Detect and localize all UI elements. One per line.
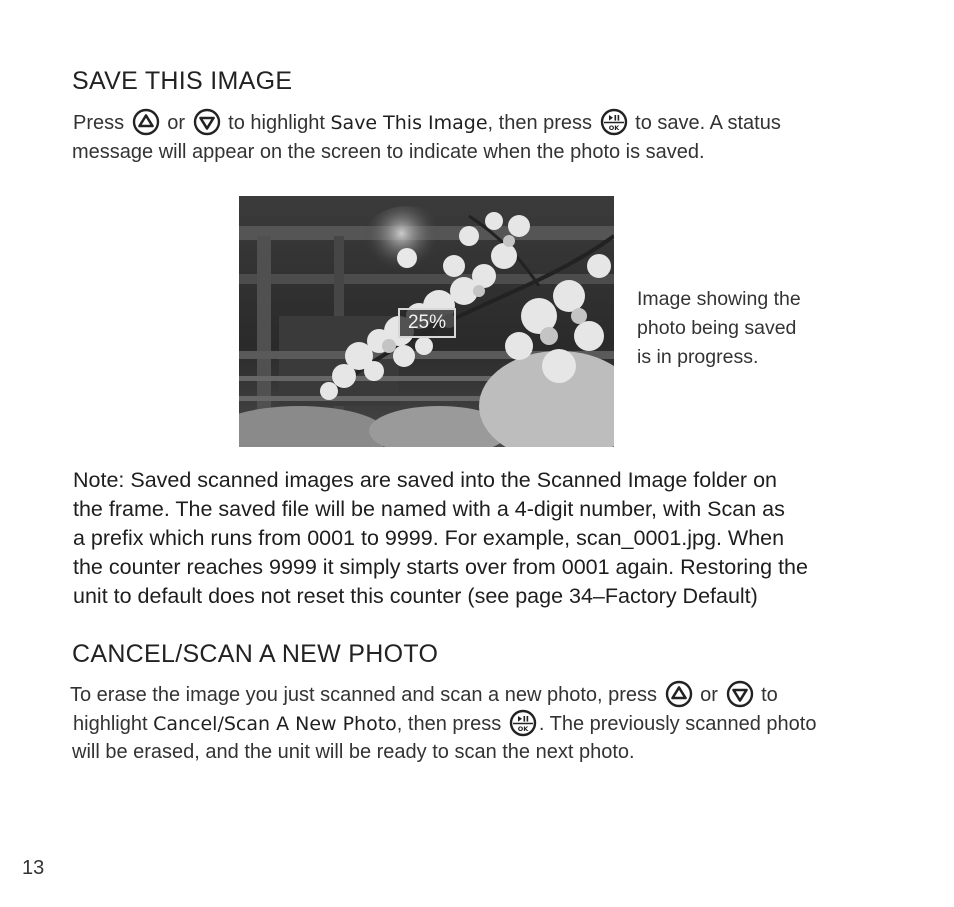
save-instructions-line1 bbox=[73, 108, 781, 138]
up-arrow-button-icon bbox=[132, 108, 160, 136]
note-line: the frame. The saved file will be named with a 4-digit number, with Scan as bbox=[73, 497, 785, 521]
cancel-instructions-line2 bbox=[73, 709, 816, 739]
menu-term-save-this-image: Save This Image bbox=[330, 112, 488, 134]
caption-line: photo being saved bbox=[637, 317, 797, 339]
text-to-highlight: to highlight bbox=[228, 112, 325, 134]
caption-line: is in progress. bbox=[637, 346, 759, 368]
save-instructions-line2: message will appear on the screen to indicate when the photo is saved. bbox=[72, 141, 705, 163]
text-to-save: to save. A status bbox=[635, 112, 781, 134]
caption-line: Image showing the bbox=[637, 288, 801, 310]
text-press: Press bbox=[73, 112, 125, 134]
text-previously-scanned: . The previously scanned photo bbox=[538, 713, 817, 735]
down-arrow-button-icon bbox=[193, 108, 221, 136]
note-line: a prefix which runs from 0001 to 9999. For example, scan_0001.jpg. When bbox=[73, 526, 785, 550]
text-then-press: , then press bbox=[396, 713, 502, 735]
section-heading-cancel-scan: CANCEL/SCAN A NEW PHOTO bbox=[72, 640, 439, 668]
down-arrow-button-icon bbox=[726, 680, 754, 708]
text-or: or bbox=[700, 684, 718, 706]
play-pause-ok-button-icon bbox=[600, 108, 628, 136]
note-line: the counter reaches 9999 it simply starts over from 0001 again. Restoring the bbox=[73, 555, 808, 579]
svg-text:OK: OK bbox=[517, 725, 529, 733]
text-erase-intro: To erase the image you just scanned and scan a new photo, press bbox=[70, 684, 658, 706]
text-to: to bbox=[761, 684, 778, 706]
text-highlight: highlight bbox=[73, 713, 148, 735]
up-arrow-button-icon bbox=[665, 680, 693, 708]
text-then-press: , then press bbox=[487, 112, 593, 134]
play-pause-ok-button-icon bbox=[509, 709, 537, 737]
save-progress-indicator: 25% bbox=[398, 308, 456, 338]
note-paragraph bbox=[73, 466, 808, 611]
menu-term-cancel-scan: Cancel/Scan A New Photo bbox=[153, 713, 397, 735]
svg-text:OK: OK bbox=[608, 124, 619, 132]
note-line: Note: Saved scanned images are saved into the Scanned Image folder on bbox=[73, 468, 777, 492]
page-number: 13 bbox=[22, 857, 45, 879]
section-heading-save-this-image: SAVE THIS IMAGE bbox=[72, 67, 293, 95]
figure-caption bbox=[637, 285, 801, 372]
text-or: or bbox=[167, 112, 186, 134]
cancel-instructions-line1 bbox=[70, 680, 778, 710]
note-line: unit to default does not reset this counter (see page 34–Factory Default) bbox=[73, 584, 758, 608]
cancel-instructions-line3: will be erased, and the unit will be ready to scan the next photo. bbox=[72, 741, 635, 763]
